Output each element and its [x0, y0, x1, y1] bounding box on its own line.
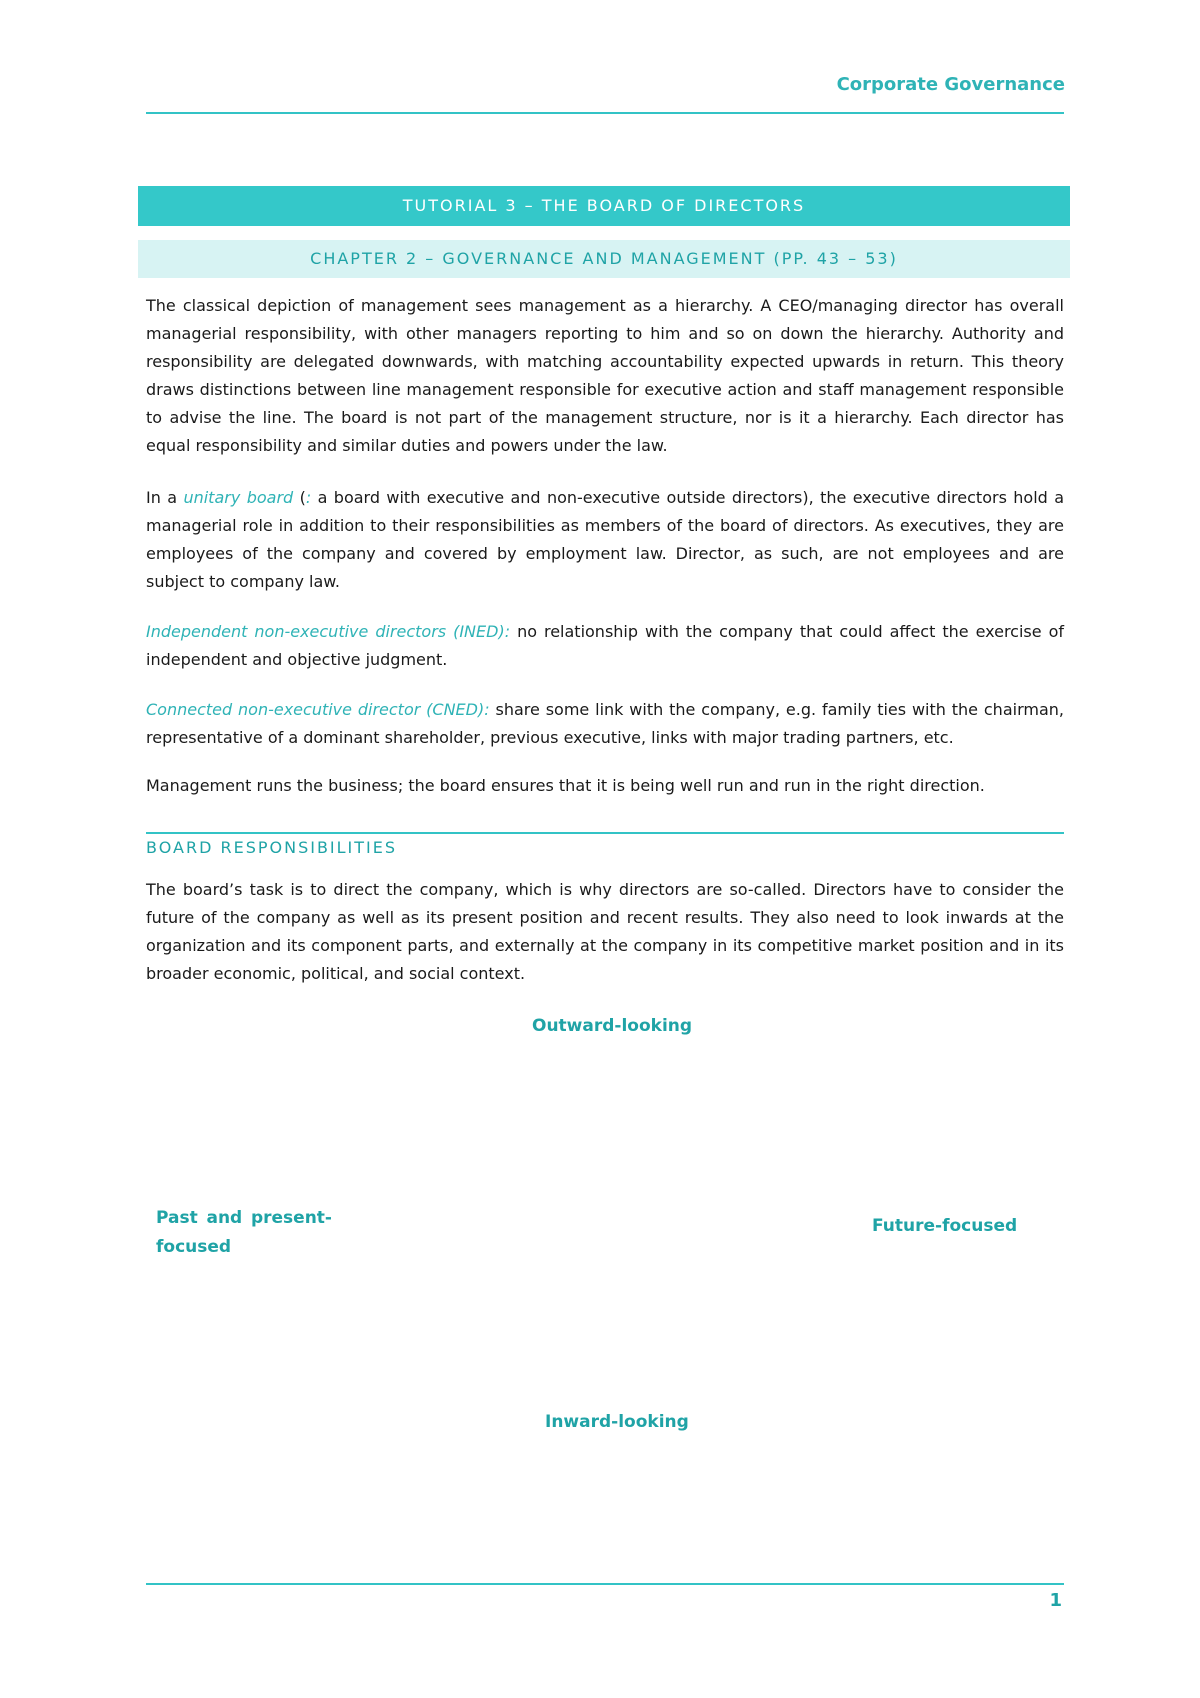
paragraph-board-task: The board’s task is to direct the company, which is why directors are so-called. Directors have to consider the future of the company as well as its present position and recent results. They also need to look inwards at the organization and its component parts, and externally at the company in its competitive market position and in its broader economic, political, and social context.: [146, 880, 1064, 983]
page-number: 1: [1049, 1590, 1062, 1611]
p2-colon: :: [305, 488, 312, 507]
section-heading: BOARD RESPONSIBILITIES: [146, 838, 398, 857]
unitary-board-term: unitary board: [183, 488, 294, 507]
chapter-title: CHAPTER 2 – GOVERNANCE AND MANAGEMENT (PP. 43 – 53): [138, 240, 1070, 278]
paragraph-management-vs-board: Management runs the business; the board ensures that it is being well run and run in the right direction.: [146, 776, 985, 795]
ined-definition: no relationship with the company that could affect the exercise of independent and objective judgment.: [146, 622, 1064, 669]
cned-definition: share some link with the company, e.g. family ties with the chairman, representative of a dominant shareholder, previous executive, links with major trading partners, etc.: [146, 700, 1064, 747]
header-rule: [146, 112, 1064, 114]
diagram-label-outward: Outward-looking: [532, 1016, 693, 1036]
diagram-label-past: Past and present-focused: [156, 1208, 332, 1257]
paragraph-cned: [146, 696, 1064, 752]
tutorial-title: TUTORIAL 3 – THE BOARD OF DIRECTORS: [138, 186, 1070, 226]
diagram-label-inward: Inward-looking: [545, 1412, 689, 1432]
p2-rest: a board with executive and non-executive outside directors), the executive directors hold a managerial role in addition to their responsibilities as members of the board of directors. As executives, they are employees of the company and covered by employment law. Director, as such, are not employees and are subject to company law.: [146, 488, 1065, 591]
footer-rule: [146, 1583, 1064, 1585]
ined-term: Independent non-executive directors (INED):: [146, 622, 511, 641]
p2-prefix: In a: [146, 488, 184, 507]
section-rule: [146, 832, 1064, 834]
running-header: Corporate Governance: [836, 74, 1065, 95]
paragraph-ined: [146, 618, 1064, 674]
cned-term: Connected non-executive director (CNED):: [146, 700, 490, 719]
diagram-label-future: Future-focused: [872, 1216, 1018, 1236]
paragraph-management-hierarchy: The classical depiction of management sees management as a hierarchy. A CEO/managing director has overall managerial responsibility, with other managers reporting to him and so on down the hierarchy. Authority and responsibility are delegated downwards, with matching accountability expected upwards in return. This theory draws distinctions between line management responsible for executive action and staff management responsible to advise the line. The board is not part of the management structure, nor is it a hierarchy. Each director has equal responsibility and similar duties and powers under the law.: [146, 296, 1064, 455]
paragraph-unitary-board: [146, 484, 1064, 596]
p2-open: (: [293, 488, 306, 507]
